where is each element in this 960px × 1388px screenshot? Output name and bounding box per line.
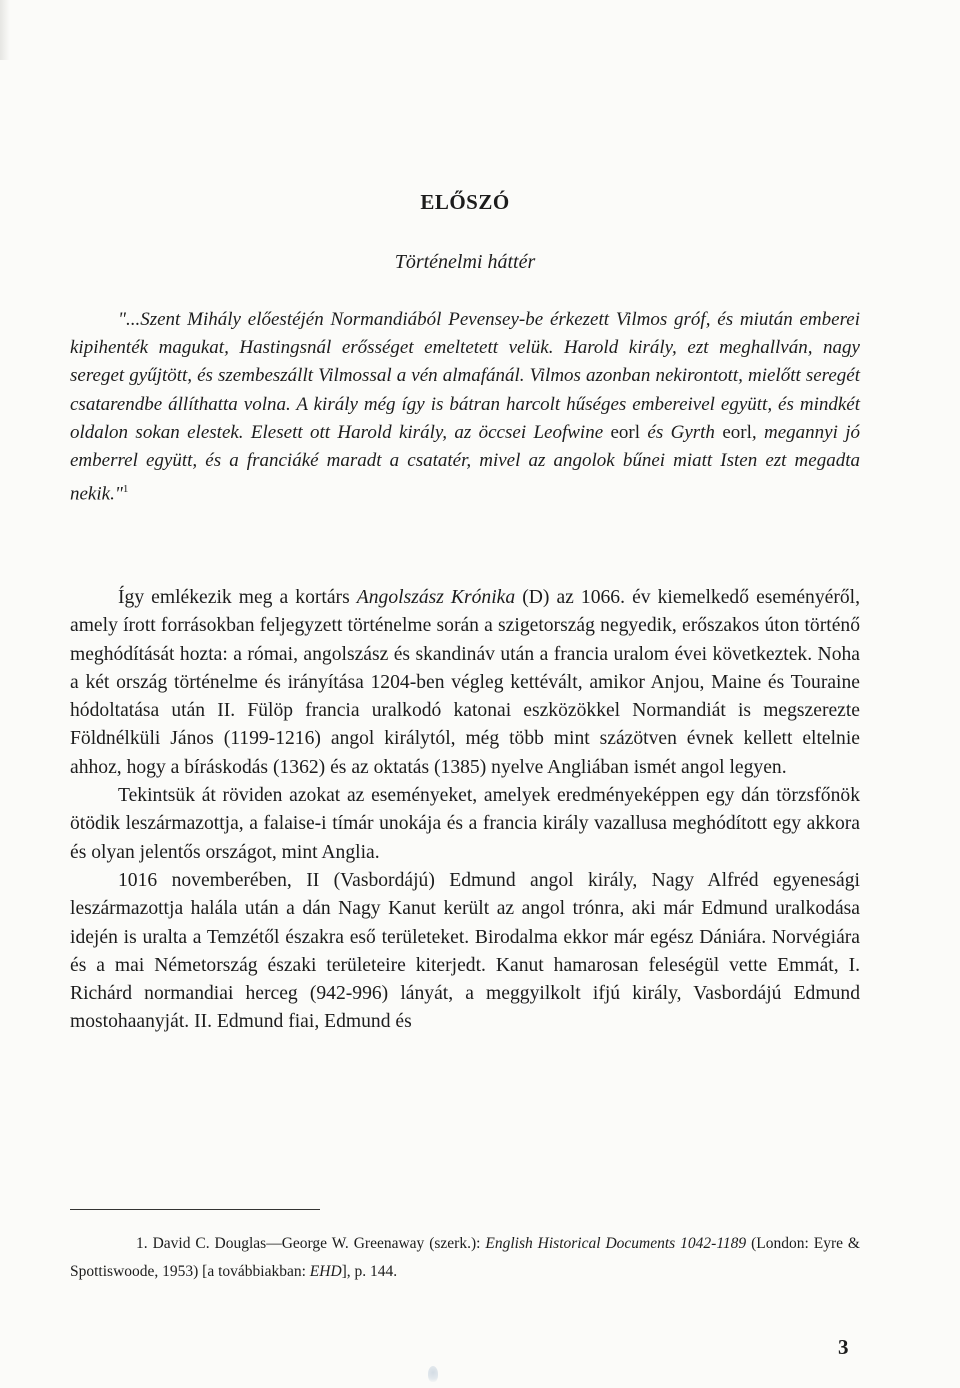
footnote-book-title: English Historical Documents 1042-1189 bbox=[485, 1235, 747, 1252]
paragraph-1-rest: (D) az 1066. év kiemelkedő eseményéről, amely írott forrásokban feljegyzett történelme során a szigetország negyedik, erőszakos úton történő meghódítását hozta: a római, angolszász és skandináv után a francia uralom évei következtek. Noha a két ország történelme és irányítása 1204-ben végleg kettévált, amikor Anjou, Maine és Touraine hódoltatása után II. Fülöp francia uralkodó katonai eszközökkel Normandiát is megszerezte Földnélküli János (1199-1216) angol királytól, még több mint százötven évnek kellett eltelnie ahhoz, hogy a bíráskodás (1362) és az oktatás (1385) nyelve Angliában ismét angol legyen. bbox=[70, 587, 860, 778]
footnote bbox=[70, 1230, 860, 1286]
page-number: 3 bbox=[838, 1335, 849, 1359]
scan-blemish bbox=[428, 1366, 438, 1382]
quote-part-1: "...Szent Mihály előestéjén Normandiából Pevensey-be érkezett Vilmos gróf, és miután emberei kipihenték magukat, Hastingsnál erősséget emeltetett velük. Harold király, ezt meghallván, nagy sereget gyűjtött, és szembeszállt Vilmossal a vén almafánál. Vilmos azonban nekirontott, mielőtt seregét csatarendbe állíthatta volna. A király még így is bátran harcolt hűséges embereivel együtt, és mindkét oldalon sokan elestek. Elesett ott Harold király, az öccsei Leofwine bbox=[70, 309, 860, 443]
quote-part-2: , megannyi jó emberrel együtt, és a franciáké maradt a csatatér, mivel az angolok bűnei miatt Isten ezt megadta nekik." bbox=[70, 421, 860, 505]
paragraph-2: Tekintsük át röviden azokat az eseményeket, amelyek eredményeképpen egy dán törzsfőnök ötödik leszármazottja, a falaise-i tímár unokája és a francia király vazallusa meghódított egy akkora és olyan jelentős országot, mint Anglia. bbox=[70, 785, 860, 863]
chronicle-title: Angolszász Krónika bbox=[356, 587, 516, 608]
footnote-reference: 1 bbox=[122, 483, 129, 496]
chapter-subtitle: Történelmi háttér bbox=[394, 251, 536, 273]
paragraph-3: 1016 novemberében, II (Vasbordájú) Edmund angol király, Nagy Alfréd egyenesági leszármazottja halála után a dán Nagy Kanut került az angol trónra, aki már Edmund uralkodása idején is uralta a Temzétől északra eső területeket. Birodalma ekkor már egész Dániára. Norvégiára és a mai Németország északi területeire kiterjedt. Kanut hamarosan feleségül vette Emmát, I. Richárd normandiai herceg (942-996) lányát, a meggyilkolt ifjú király, Vasbordájú Edmund mostohaanyját. II. Edmund fiai, Edmund és bbox=[70, 869, 860, 1033]
quote-text bbox=[70, 306, 860, 509]
paragraph-1 bbox=[70, 584, 860, 782]
epigraph-quote bbox=[70, 306, 860, 509]
chapter-title: ELŐSZÓ bbox=[420, 190, 510, 214]
footnote-1 bbox=[70, 1230, 860, 1286]
footnote-divider bbox=[70, 1209, 320, 1210]
footnote-publisher: (London: Eyre & Spottiswoode, 1953) [a továbbiakban: bbox=[70, 1235, 860, 1280]
quote-mid: és Gyrth bbox=[640, 421, 723, 443]
footnote-page: ], p. 144. bbox=[341, 1263, 398, 1280]
scan-edge-shadow bbox=[0, 0, 10, 60]
footnote-abbreviation: EHD bbox=[309, 1263, 342, 1280]
paragraph-1-start: Így emlékezik meg a kortárs bbox=[118, 587, 357, 608]
quote-eorl-1: eorl bbox=[610, 421, 641, 443]
footnote-authors: 1. David C. Douglas—George W. Greenaway (szerk.): bbox=[136, 1235, 486, 1252]
quote-eorl-2: eorl bbox=[722, 421, 752, 443]
main-text bbox=[70, 584, 860, 1037]
